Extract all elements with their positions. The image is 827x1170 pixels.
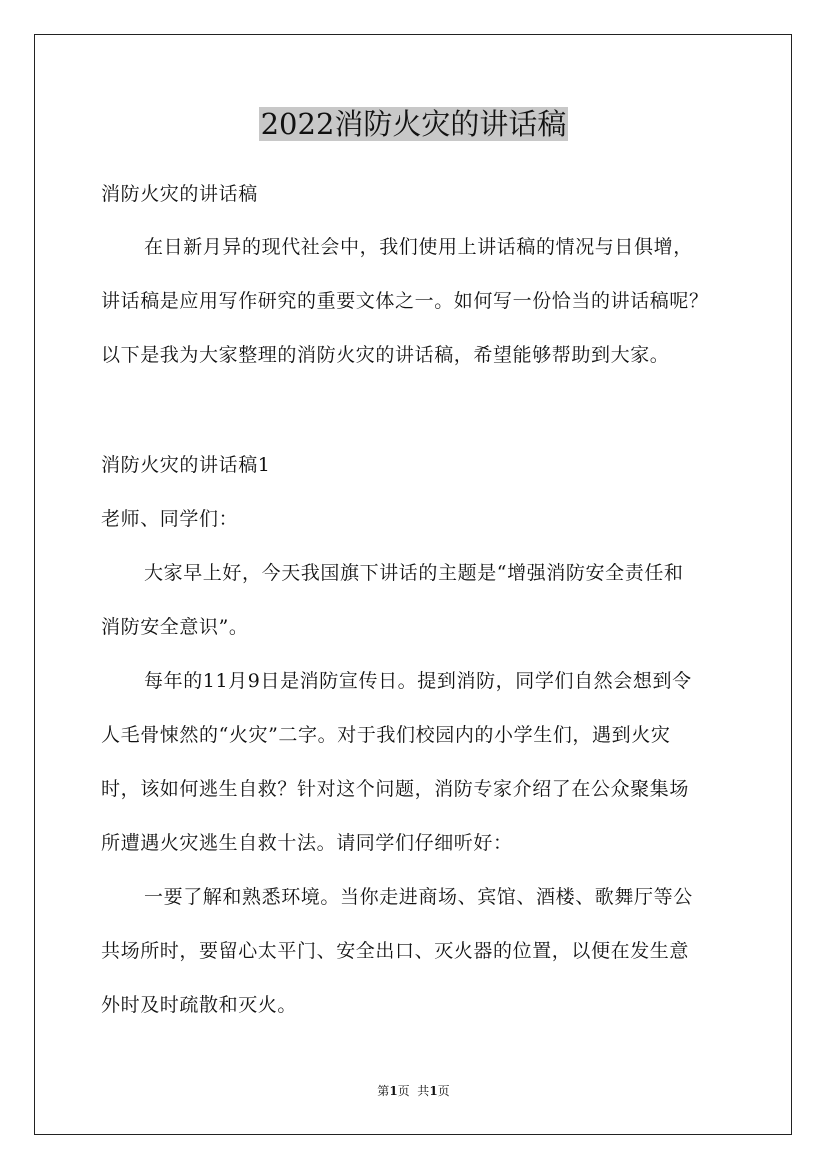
paragraph-line: 消防安全意识”。 xyxy=(101,616,249,638)
paragraph-line: 人毛骨悚然的“火灾”二字。对于我们校园内的小学生们，遇到火灾 xyxy=(101,724,671,746)
footer-suffix: 页 xyxy=(437,1084,450,1098)
paragraph-line: 大家早上好，今天我国旗下讲话的主题是“增强消防安全责任和 xyxy=(144,562,684,584)
paragraph-line: 讲话稿是应用写作研究的重要文体之一。如何写一份恰当的讲话稿呢？ xyxy=(101,290,709,312)
footer-page-number: 1 xyxy=(389,1084,398,1098)
paragraph-line: 共场所时，要留心太平门、安全出口、灭火器的位置，以便在发生意 xyxy=(101,940,690,962)
footer-middle: 页 共 xyxy=(397,1084,430,1098)
paragraph-line: 一要了解和熟悉环境。当你走进商场、宾馆、酒楼、歌舞厅等公 xyxy=(144,886,693,908)
footer-prefix: 第 xyxy=(377,1084,390,1098)
paragraph-line: 以下是我为大家整理的消防火灾的讲话稿，希望能够帮助到大家。 xyxy=(101,344,670,366)
document-title xyxy=(0,104,827,144)
section-heading: 消防火灾的讲话稿1 xyxy=(101,454,271,476)
section-heading: 消防火灾的讲话稿 xyxy=(101,183,258,205)
salutation: 老师、同学们： xyxy=(101,508,239,530)
paragraph-line: 在日新月异的现代社会中，我们使用上讲话稿的情况与日俱增， xyxy=(144,236,693,258)
paragraph-line: 所遭遇火灾逃生自救十法。请同学们仔细听好： xyxy=(101,832,513,854)
paragraph-line: 每年的11月9日是消防宣传日。提到消防，同学们自然会想到令 xyxy=(144,670,692,692)
paragraph-line: 时，该如何逃生自救？针对这个问题，消防专家介绍了在公众聚集场 xyxy=(101,778,690,800)
paragraph-line: 外时及时疏散和灭火。 xyxy=(101,994,298,1016)
document-title-text: 2022消防火灾的讲话稿 xyxy=(260,107,567,141)
page-footer xyxy=(0,1082,827,1100)
footer-total-pages: 1 xyxy=(429,1084,438,1098)
